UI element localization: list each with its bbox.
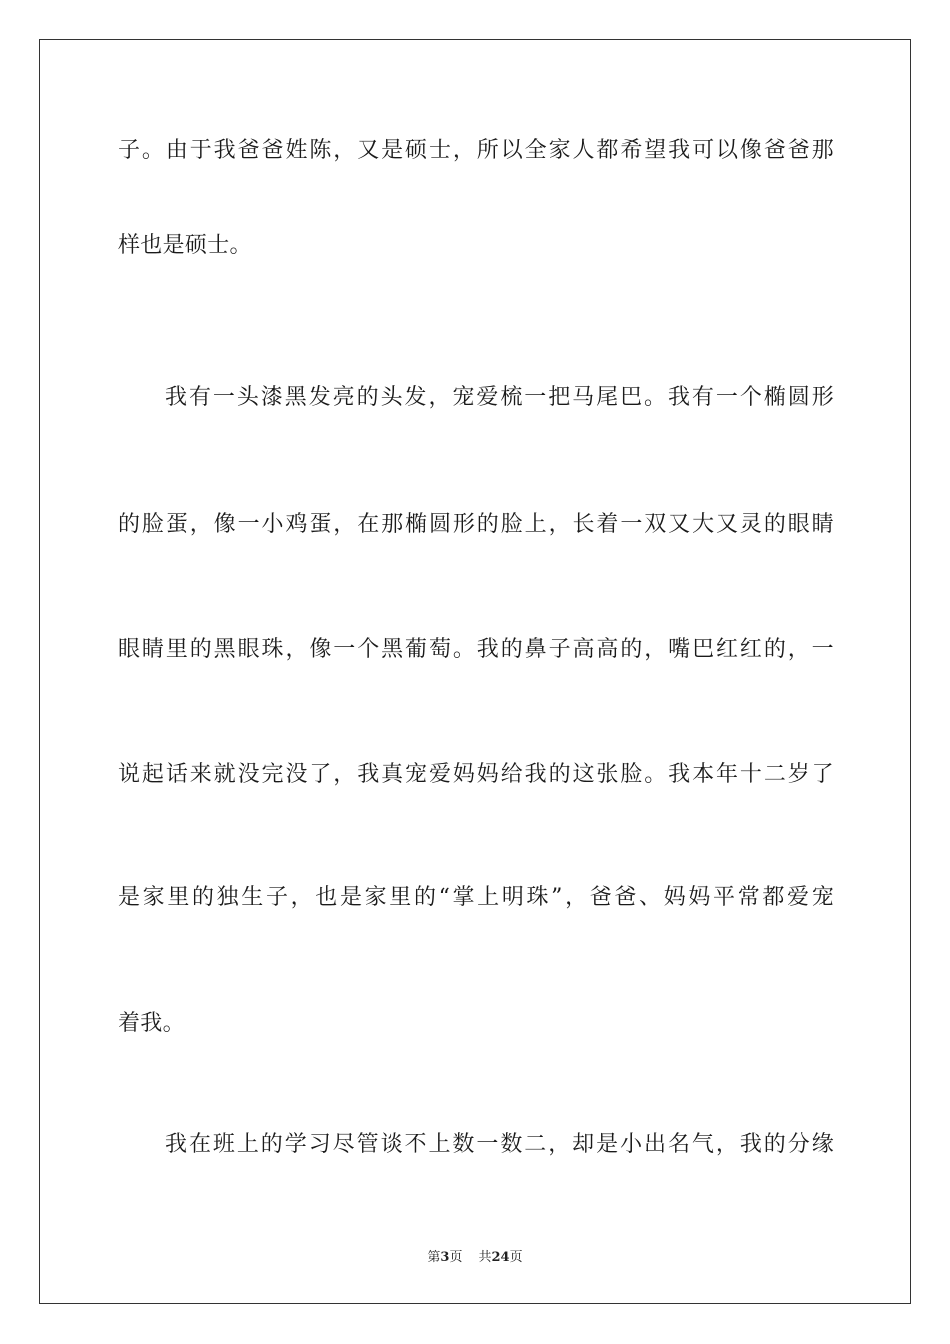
text-line-3: 我有一头漆黑发亮的头发，宠爱梳一把马尾巴。我有一个椭圆形 [165, 385, 834, 410]
text-line-9: 我在班上的学习尽管谈不上数一数二，却是小出名气，我的分缘 [165, 1132, 834, 1157]
text-line-1: 子。由于我爸爸姓陈，又是硕士，所以全家人都希望我可以像爸爸那 [118, 138, 834, 163]
text-line-4: 的脸蛋，像一小鸡蛋，在那椭圆形的脸上，长着一双又大又灵的眼睛 [118, 512, 834, 537]
page-prefix: 第 [427, 1250, 441, 1265]
text-line-7: 是家里的独生子，也是家里的“掌上明珠”，爸爸、妈妈平常都爱宠 [118, 885, 834, 910]
text-line-2: 样也是硕士。 [118, 233, 252, 258]
page-number: 3 [440, 1250, 450, 1265]
total-pages: 24 [491, 1250, 510, 1265]
text-line-8: 着我。 [118, 1011, 185, 1036]
text-line-5: 眼睛里的黑眼珠，像一个黑葡萄。我的鼻子高高的，嘴巴红红的，一 [118, 637, 834, 662]
total-prefix: 共 [478, 1250, 492, 1265]
page-footer [0, 1246, 950, 1265]
page-suffix: 页 [449, 1250, 463, 1265]
total-suffix: 页 [509, 1250, 523, 1265]
text-line-6: 说起话来就没完没了，我真宠爱妈妈给我的这张脸。我本年十二岁了 [118, 762, 834, 787]
